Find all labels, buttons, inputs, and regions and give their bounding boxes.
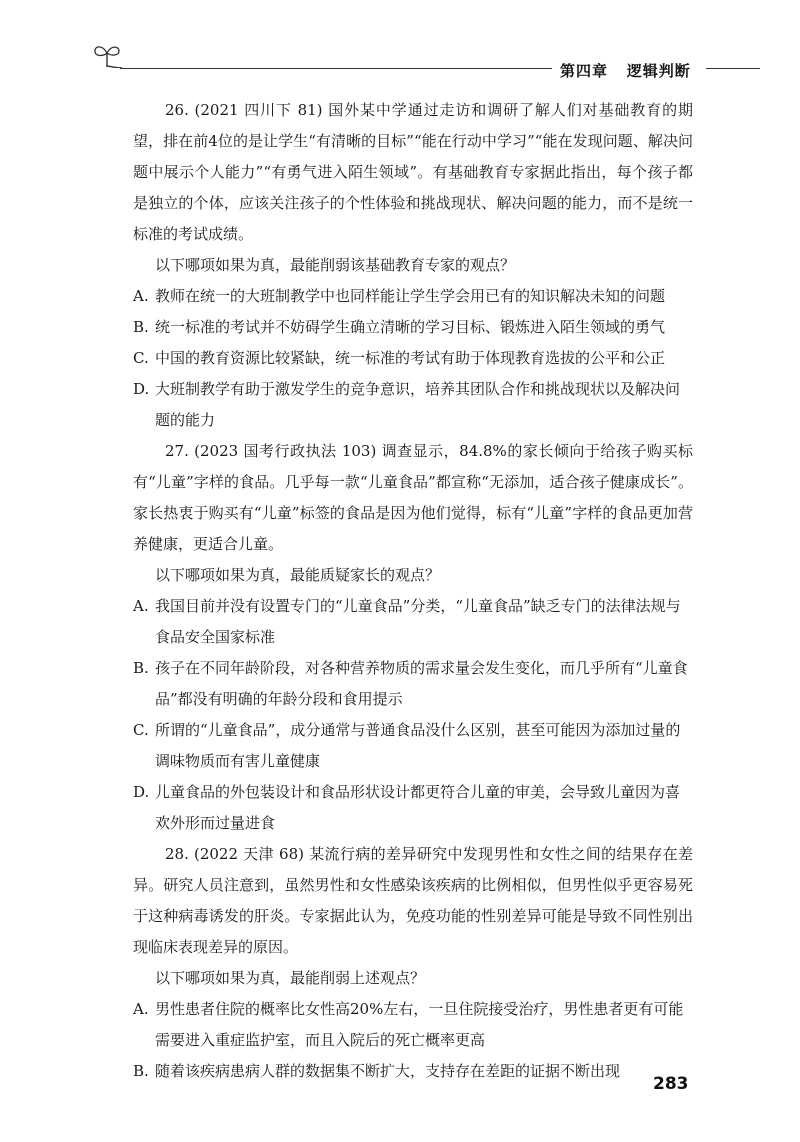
question-prompt: 以下哪项如果为真，最能削弱该基础教育专家的观点？ xyxy=(155,256,516,274)
option-c xyxy=(133,343,693,374)
option-letter: D. xyxy=(133,380,150,398)
option-text: 大班制教学有助于激发学生的竞争意识，培养其团队合作和挑战现状以及解决问题的能力 xyxy=(155,380,681,429)
question-stem: 27. (2023 国考行政执法 103) 调查显示，84.8%的家长倾向于给孩子购买标有“儿童”字样的食品。几乎每一款“儿童食品”都宣称“无添加，适合孩子健康成长”。家长热衷于购买有“儿童”标签的食品是因为他们觉得，标有“儿童”字样的食品更加营养健康，更适合儿童。 xyxy=(133,442,693,553)
sprout-icon xyxy=(92,42,122,68)
question-26 xyxy=(133,95,693,436)
option-letter: A. xyxy=(133,287,149,305)
option-text: 教师在统一的大班制教学中也同样能让学生学会用已有的知识解决未知的问题 xyxy=(155,287,666,305)
section-title: 逻辑判断 xyxy=(626,62,691,80)
option-a xyxy=(133,281,693,312)
option-text: 统一标准的考试并不妨碍学生确立清晰的学习目标、锻炼进入陌生领域的勇气 xyxy=(155,318,666,336)
question-prompt: 以下哪项如果为真，最能削弱上述观点？ xyxy=(155,969,426,987)
question-stem: 28. (2022 天津 68) 某流行病的差异研究中发现男性和女性之间的结果存在差异。研究人员注意到，虽然男性和女性感染该疾病的比例相似，但男性似乎更容易死于这种病毒诱发的肝炎。专家据此认为，免疫功能的性别差异可能是导致不同性别出现临床表现差异的原因。 xyxy=(133,845,693,956)
header-rule-right xyxy=(706,68,760,69)
option-letter: A. xyxy=(133,1000,149,1018)
option-text: 随着该疾病患病人群的数据集不断扩大，支持存在差距的证据不断出现 xyxy=(155,1062,621,1080)
option-b xyxy=(133,653,693,715)
option-d xyxy=(133,777,693,839)
page-number: 283 xyxy=(653,1074,689,1094)
question-28 xyxy=(133,839,693,1087)
option-text: 所谓的“儿童食品”，成分通常与普通食品没什么区别，甚至可能因为添加过量的调味物质而有害儿童健康 xyxy=(155,721,681,770)
page-body xyxy=(133,95,693,1087)
header-rule-left xyxy=(120,68,552,69)
option-letter: C. xyxy=(133,721,149,739)
option-text: 男性患者住院的概率比女性高20%左右，一旦住院接受治疗，男性患者更有可能需要进入重症监护室，而且入院后的死亡概率更高 xyxy=(155,1000,684,1049)
option-letter: C. xyxy=(133,349,149,367)
question-stem: 26. (2021 四川下 81) 国外某中学通过走访和调研了解人们对基础教育的期望，排在前4位的是让学生“有清晰的目标”“能在行动中学习”“能在发现问题、解决问题中展示个人能力”“有勇气进入陌生领域”。有基础教育专家据此指出，每个孩子都是独立的个体，应该关注孩子的个性体验和挑战现状、解决问题的能力，而不是统一标准的考试成绩。 xyxy=(133,101,693,243)
option-b xyxy=(133,1056,693,1087)
option-b xyxy=(133,312,693,343)
option-letter: D. xyxy=(133,783,150,801)
option-text: 孩子在不同年龄阶段，对各种营养物质的需求量会发生变化，而几乎所有“儿童食品”都没有明确的年龄分段和食用提示 xyxy=(155,659,688,708)
option-letter: B. xyxy=(133,1062,149,1080)
option-letter: B. xyxy=(133,659,149,677)
option-text: 儿童食品的外包装设计和食品形状设计都更符合儿童的审美，会导致儿童因为喜欢外形而过量进食 xyxy=(155,783,681,832)
option-text: 我国目前并没有设置专门的“儿童食品”分类，“儿童食品”缺乏专门的法律法规与食品安全国家标准 xyxy=(155,597,681,646)
option-letter: A. xyxy=(133,597,149,615)
option-letter: B. xyxy=(133,318,149,336)
option-a xyxy=(133,591,693,653)
question-prompt: 以下哪项如果为真，最能质疑家长的观点？ xyxy=(155,566,441,584)
option-c xyxy=(133,715,693,777)
page-header xyxy=(0,0,800,90)
option-a xyxy=(133,994,693,1056)
option-text: 中国的教育资源比较紧缺，统一标准的考试有助于体现教育选拔的公平和公正 xyxy=(155,349,666,367)
question-27 xyxy=(133,436,693,839)
option-d xyxy=(133,374,693,436)
chapter-number: 第四章 xyxy=(560,62,609,80)
chapter-title xyxy=(560,60,691,81)
